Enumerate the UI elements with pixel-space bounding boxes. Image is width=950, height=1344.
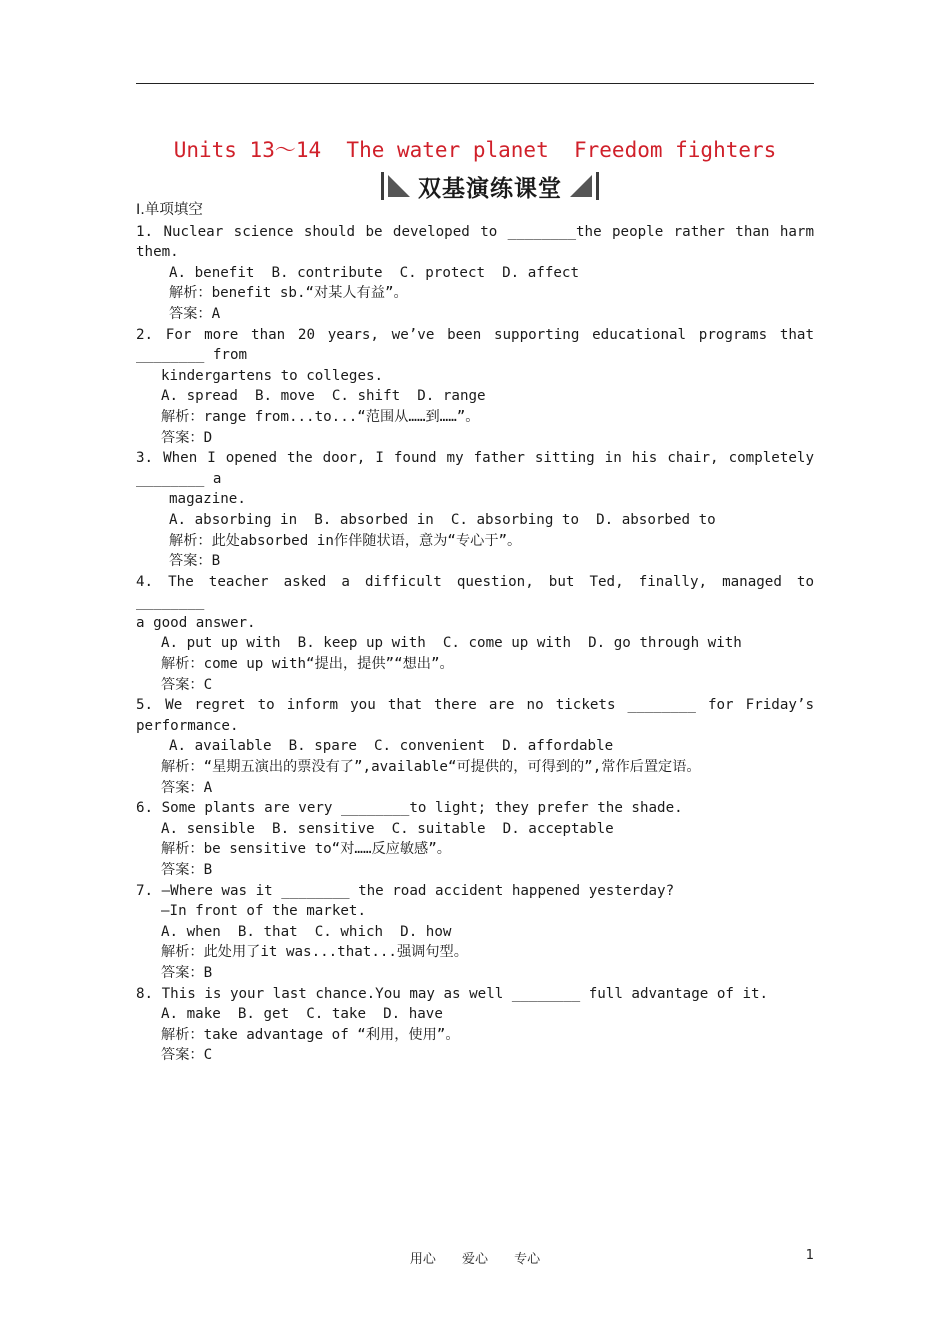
banner-text: 双基演练课堂 <box>418 175 562 202</box>
question-item <box>136 572 814 696</box>
question-analysis: 解析：benefit sb.“对某人有益”。 <box>169 285 408 302</box>
question-answer: 答案：A <box>169 305 221 322</box>
section-heading: Ⅰ.单项填空 <box>136 202 203 218</box>
question-answer: 答案：B <box>169 553 221 570</box>
question-options: A. when B. that C. which D. how <box>161 923 452 940</box>
question-options: A. benefit B. contribute C. protect D. affect <box>169 264 579 281</box>
question-item <box>136 695 814 798</box>
question-stem-continued: ________ a <box>136 470 222 487</box>
question-stem-extra: magazine. <box>169 491 246 508</box>
question-item <box>136 222 814 325</box>
question-analysis: 解析：be sensitive to“对……反应敏感”。 <box>161 841 451 858</box>
question-analysis: 解析：take advantage of “利用，使用”。 <box>161 1026 460 1043</box>
question-stem: 6. Some plants are very ________to light; they prefer the shade. <box>136 800 683 817</box>
question-stem: 1. Nuclear science should be developed to ________the people rather than harm <box>136 223 814 240</box>
banner-left-triangle-icon <box>388 175 410 197</box>
question-list <box>136 200 814 1066</box>
question-answer: 答案：B <box>161 964 213 981</box>
top-rule <box>136 83 814 84</box>
page-footer: 用心 爱心 专心 <box>409 1252 541 1267</box>
question-answer: 答案：A <box>161 779 213 796</box>
section-banner <box>370 170 610 202</box>
question-stem-continued: a good answer. <box>136 614 256 631</box>
question-stem: 2. For more than 20 years, we’ve been supporting educational programs that <box>136 326 814 343</box>
question-options: A. make B. get C. take D. have <box>161 1006 443 1023</box>
question-answer: 答案：D <box>161 429 213 446</box>
question-analysis: 解析：此处用了it was...that...强调句型。 <box>161 944 468 961</box>
question-options: A. available B. spare C. convenient D. affordable <box>169 738 614 755</box>
question-answer: 答案：C <box>161 676 213 693</box>
question-stem: 7. —Where was it ________ the road accident happened yesterday? <box>136 882 675 899</box>
question-item <box>136 881 814 984</box>
question-analysis: 解析：此处absorbed in作伴随状语，意为“专心于”。 <box>169 532 522 549</box>
question-item <box>136 984 814 1066</box>
question-options: A. put up with B. keep up with C. come up with D. go through with <box>161 635 742 652</box>
question-stem-continued: performance. <box>136 717 239 734</box>
question-reply: —In front of the market. <box>161 903 366 920</box>
question-analysis: 解析：range from...to...“范围从……到……”。 <box>161 408 480 425</box>
banner-right-triangle-icon <box>570 175 592 197</box>
question-analysis: 解析：come up with“提出，提供”“想出”。 <box>161 656 454 673</box>
question-item <box>136 798 814 880</box>
question-answer: 答案：C <box>161 1047 213 1064</box>
question-options: A. absorbing in B. absorbed in C. absorbing to D. absorbed to <box>169 511 716 528</box>
page-number: 1 <box>805 1248 814 1263</box>
question-options: A. sensible B. sensitive C. suitable D. acceptable <box>161 820 614 837</box>
question-stem-continued: them. <box>136 244 179 261</box>
banner-left-bar <box>381 172 384 200</box>
question-stem-continued: ________ from <box>136 347 248 364</box>
banner-right-bar <box>596 172 599 200</box>
question-item <box>136 448 814 572</box>
question-item <box>136 325 814 449</box>
page-title: Units 13～14 The water planet Freedom fighters <box>173 138 777 162</box>
question-answer: 答案：B <box>161 862 213 878</box>
question-stem-extra: kindergartens to colleges. <box>161 367 384 384</box>
question-stem: 4. The teacher asked a difficult question, but Ted, finally, managed to ________ <box>136 573 814 611</box>
question-stem: 8. This is your last chance.You may as well ________ full advantage of it. <box>136 985 769 1002</box>
question-analysis: 解析：“星期五演出的票没有了”,available“可提供的，可得到的”,常作后置定语。 <box>161 759 701 776</box>
question-stem: 3. When I opened the door, I found my father sitting in his chair, completely <box>136 450 814 467</box>
question-stem: 5. We regret to inform you that there are no tickets ________ for Friday’s <box>136 697 814 714</box>
question-options: A. spread B. move C. shift D. range <box>161 388 486 405</box>
